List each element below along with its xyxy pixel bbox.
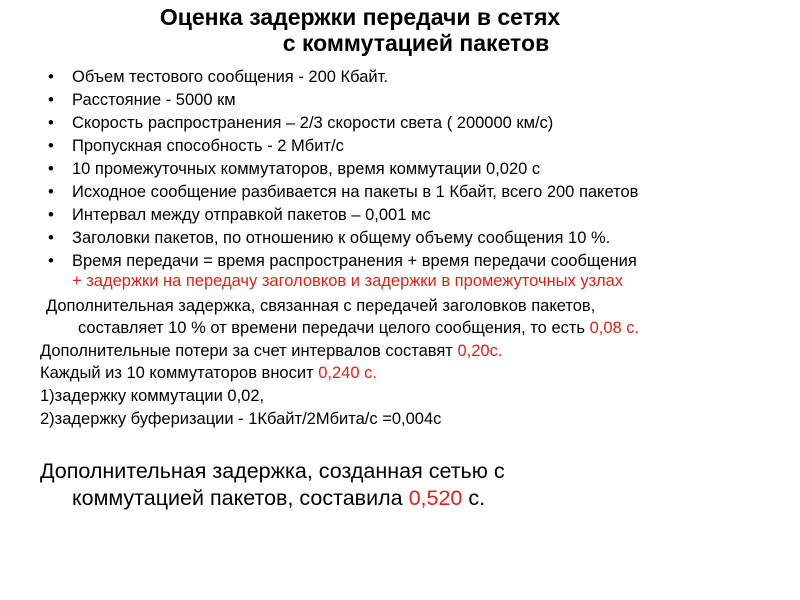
bullet-icon: • [48, 160, 54, 178]
list-item [48, 158, 638, 181]
list-item [48, 112, 638, 135]
bullet-icon: • [48, 252, 54, 270]
list-item [48, 135, 638, 158]
bullet-icon: • [48, 68, 54, 86]
conclusion-line-1: Дополнительная задержка, созданная сетью с [40, 459, 505, 483]
bullet-continuation: + задержки на передачу заголовков и задержки в промежуточных узлах [72, 272, 624, 290]
bullet-icon: • [48, 114, 54, 132]
list-item [48, 227, 638, 250]
list-item [48, 250, 638, 289]
slide-title-line-2: с коммутацией пакетов [282, 30, 550, 56]
interval-loss-text: Дополнительные потери за счет интервалов составят [40, 342, 458, 360]
interval-loss-line [40, 340, 502, 362]
conclusion-unit: с. [462, 486, 486, 510]
list-item [48, 89, 638, 112]
bullet-text: Интервал между отправкой пакетов – 0,001 мс [72, 206, 431, 224]
slide-title-line-1: Оценка задержки передачи в сетях [159, 4, 561, 30]
header-delay-value: 0,08 с. [589, 319, 640, 337]
switches-value: 0,240 с. [318, 364, 377, 382]
switching-delay-item: 1)задержку коммутации 0,02, [40, 387, 265, 405]
conclusion-line-2 [72, 484, 485, 512]
switches-text: Каждый из 10 коммутаторов вносит [40, 364, 319, 382]
bullet-text: Расстояние - 5000 км [72, 91, 236, 109]
bullet-text: Исходное сообщение разбивается на пакеты в 1 Кбайт, всего 200 пакетов [72, 183, 639, 201]
bullet-icon: • [48, 91, 54, 109]
list-item [48, 181, 638, 204]
bullet-text: Заголовки пакетов, по отношению к общему объему сообщения 10 %. [72, 229, 611, 247]
conclusion-value: 0,520 [408, 486, 463, 510]
header-delay-line-2 [78, 317, 639, 339]
bullet-text: Скорость распространения – 2/3 скорости света ( 200000 км/с) [72, 114, 554, 132]
bullet-text: Время передачи = время распространения + время передачи сообщения [72, 252, 637, 270]
header-delay-line-1: Дополнительная задержка, связанная с передачей заголовков пакетов, [46, 297, 596, 315]
header-delay-text: составляет 10 % от времени передачи целого сообщения, то есть [78, 319, 590, 337]
bullet-text: 10 промежуточных коммутаторов, время коммутации 0,020 с [72, 160, 541, 178]
bullet-text: Объем тестового сообщения - 200 Кбайт. [72, 68, 388, 86]
list-item [48, 204, 638, 227]
interval-loss-value: 0,20с. [457, 342, 503, 360]
bullet-icon: • [48, 183, 54, 201]
bullet-list [48, 66, 638, 289]
conclusion-text: коммутацией пакетов, составила [72, 486, 409, 510]
buffering-delay-item: 2)задержку буферизации - 1Кбайт/2Мбита/с =0,004с [40, 410, 442, 428]
bullet-icon: • [48, 137, 54, 155]
list-item [48, 66, 638, 89]
switches-line [40, 362, 377, 384]
bullet-icon: • [48, 229, 54, 247]
bullet-text: Пропускная способность - 2 Мбит/с [72, 137, 344, 155]
bullet-icon: • [48, 206, 54, 224]
